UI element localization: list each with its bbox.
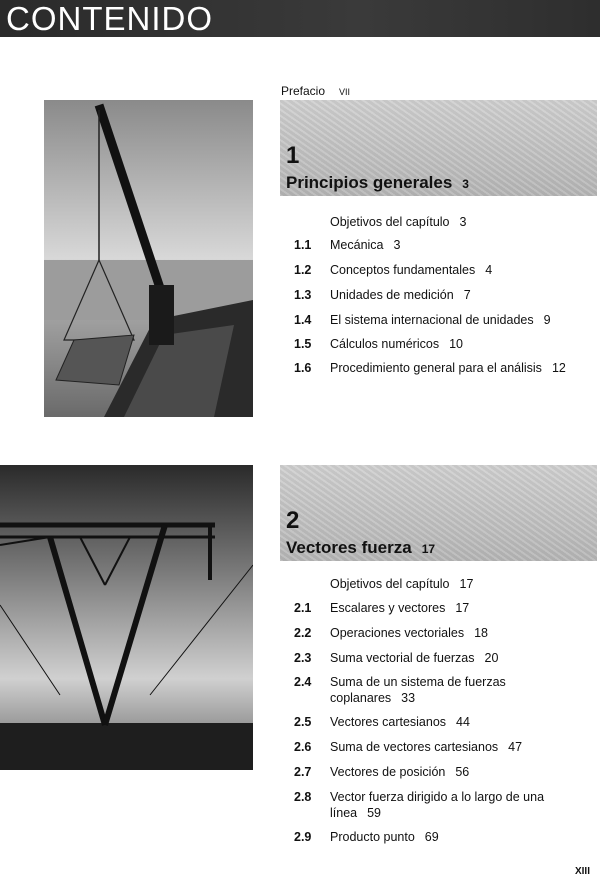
entry-number: 1.1 (294, 238, 312, 252)
entry-number: 1.5 (294, 337, 312, 351)
entry-title: Procedimiento general para el análisis (330, 361, 542, 375)
entry-page: 12 (551, 361, 566, 375)
entry-title-wrap (330, 829, 592, 845)
entry-title: Producto punto (330, 830, 415, 844)
entry-number: 1.4 (294, 313, 312, 327)
entry-title-wrap (330, 739, 592, 755)
entry-page: 7 (463, 288, 471, 302)
entry-title-wrap (330, 764, 592, 780)
entry-title-wrap (330, 674, 592, 706)
entry-page: 17 (455, 601, 470, 615)
chapter-page: 3 (462, 177, 469, 191)
entry-title: Vectores cartesianos (330, 715, 447, 729)
entry-page: 9 (543, 313, 551, 327)
entry-number: 2.7 (294, 765, 312, 779)
preface-page: VII (339, 87, 351, 97)
entry-title: Escalares y vectores (330, 601, 446, 615)
entry-number: 2.9 (294, 830, 312, 844)
chapter-title: Vectores fuerza 17 (286, 538, 436, 557)
entry-title-wrap (330, 237, 592, 253)
section-title: CONTENIDO (6, 0, 213, 37)
entry-title-wrap (330, 650, 592, 666)
entry-title: Suma vectorial de fuerzas (330, 651, 475, 665)
entry-page: 69 (424, 830, 439, 844)
crane-ship-photo (44, 100, 253, 417)
entry-title-wrap (330, 312, 592, 328)
entry-number: 2.2 (294, 626, 312, 640)
chapter-1-banner[interactable] (280, 100, 597, 196)
entry-title-wrap (330, 262, 592, 278)
entry-page: 20 (484, 651, 499, 665)
entry-title: Objetivos del capítulo (330, 577, 450, 591)
entry-page: 33 (401, 691, 416, 705)
entry-title-wrap (330, 714, 592, 730)
entry-title: Suma de un sistema de fuerzas coplanares (330, 675, 506, 705)
chapter-number: 1 (286, 142, 300, 169)
entry-title-wrap (330, 789, 592, 821)
chapter-number: 2 (286, 507, 300, 534)
section-header (0, 0, 600, 37)
entry-title: Suma de vectores cartesianos (330, 740, 499, 754)
chapter-2-banner[interactable] (280, 465, 597, 561)
entry-page: 59 (367, 806, 382, 820)
entry-page: 3 (393, 238, 401, 252)
entry-title: Operaciones vectoriales (330, 626, 465, 640)
entry-title-wrap (330, 287, 592, 303)
entry-number: 2.8 (294, 790, 312, 804)
entry-number: 2.1 (294, 601, 312, 615)
entry-title: Conceptos fundamentales (330, 263, 476, 277)
entry-title-wrap (330, 360, 592, 376)
entry-number: 2.5 (294, 715, 312, 729)
entry-title-wrap (330, 600, 592, 616)
entry-page: 3 (459, 215, 467, 229)
entry-title-wrap (330, 576, 592, 592)
entry-number: 2.6 (294, 740, 312, 754)
entry-title: Vectores de posición (330, 765, 446, 779)
entry-page: 4 (485, 263, 493, 277)
preface-entry[interactable] (281, 84, 350, 98)
entry-page: 56 (455, 765, 470, 779)
preface-label: Prefacio (281, 84, 326, 98)
transmission-tower-photo (0, 465, 253, 770)
entry-number: 1.3 (294, 288, 312, 302)
entry-number: 1.2 (294, 263, 312, 277)
chapter-page: 17 (421, 542, 436, 556)
entry-number: 1.6 (294, 361, 312, 375)
entry-number: 2.4 (294, 675, 312, 689)
entry-title-wrap (330, 214, 592, 230)
entry-title-wrap (330, 625, 592, 641)
entry-title: Unidades de medición (330, 288, 454, 302)
entry-title: Vector fuerza dirigido a lo largo de una línea (330, 790, 545, 820)
entry-page: 10 (449, 337, 463, 351)
entry-page: 44 (456, 715, 470, 729)
entry-title: Objetivos del capítulo (330, 215, 450, 229)
entry-page: 47 (508, 740, 523, 754)
page-number: XIII (574, 866, 590, 877)
entry-title: El sistema internacional de unidades (330, 313, 534, 327)
entry-title: Mecánica (330, 238, 384, 252)
chapter-title: Principios generales 3 (286, 173, 469, 192)
entry-title-wrap (330, 336, 592, 352)
entry-page: 18 (474, 626, 489, 640)
entry-title: Cálculos numéricos (330, 337, 440, 351)
entry-page: 17 (459, 577, 474, 591)
entry-number: 2.3 (294, 651, 312, 665)
